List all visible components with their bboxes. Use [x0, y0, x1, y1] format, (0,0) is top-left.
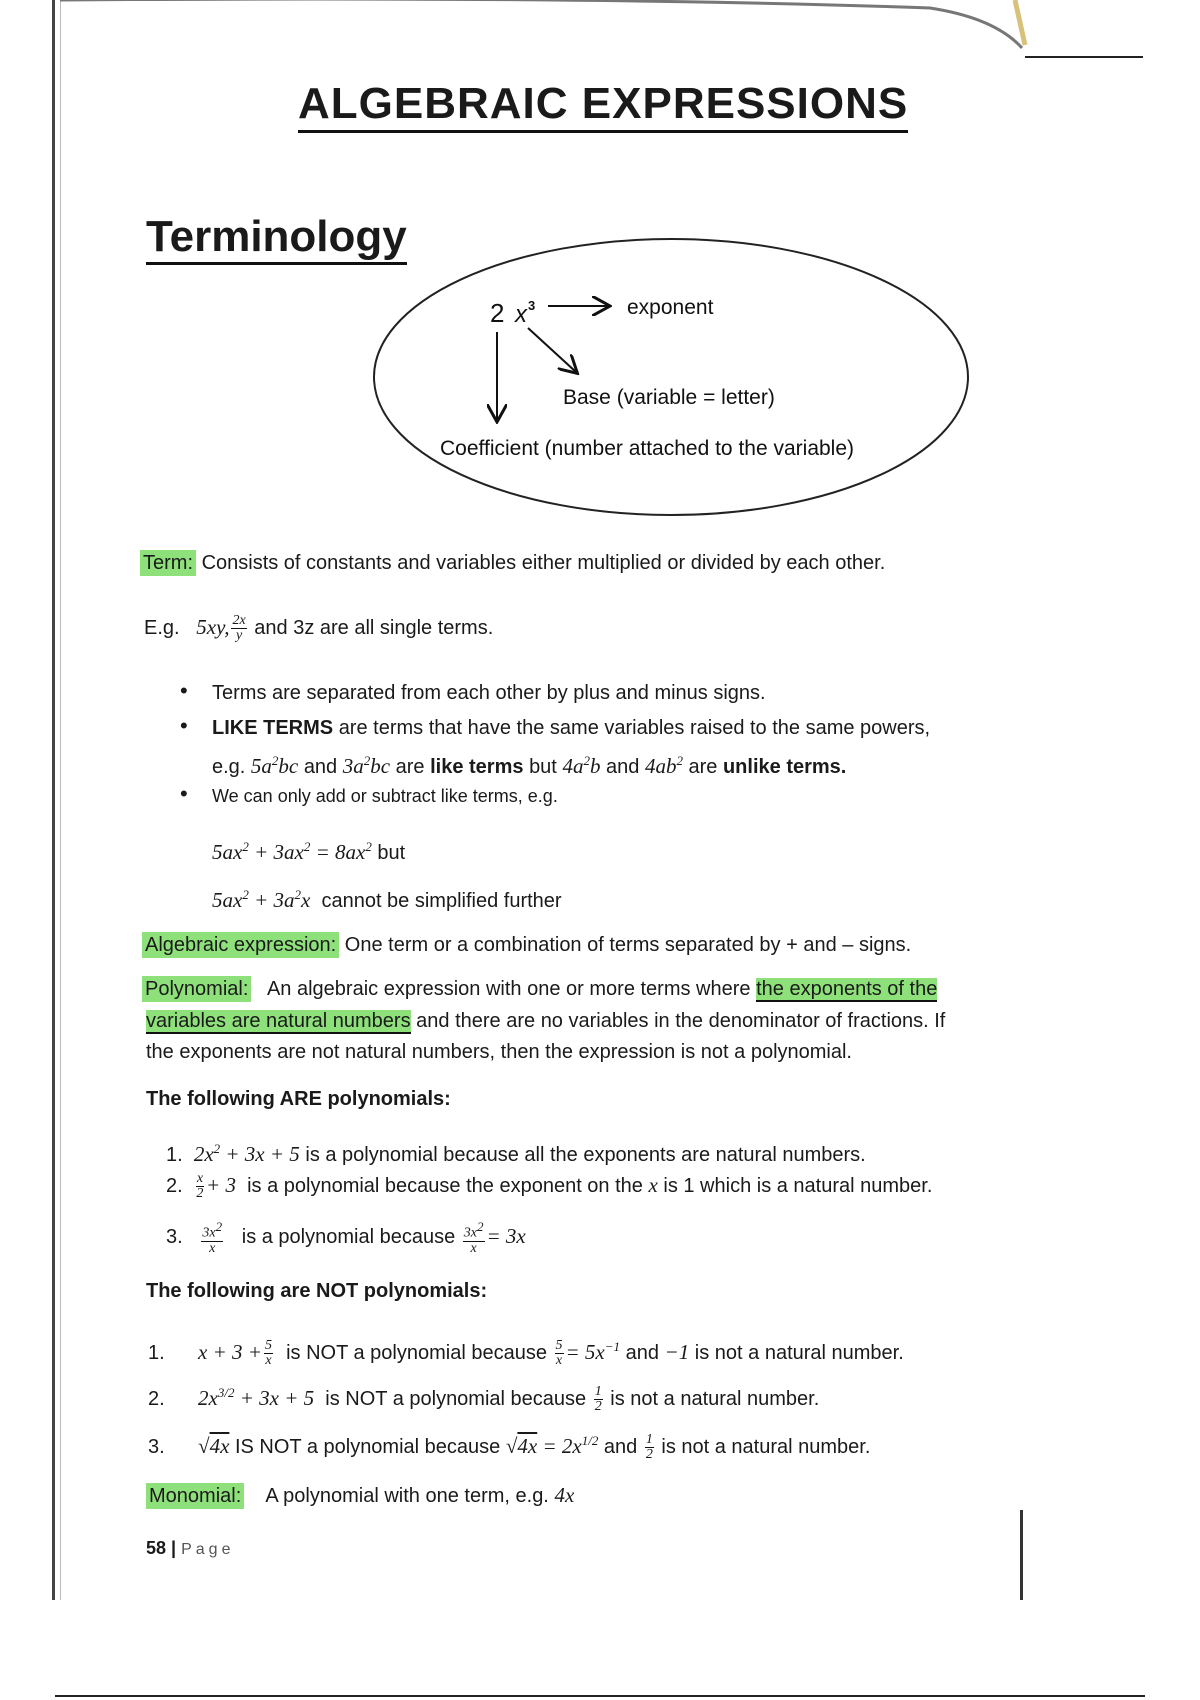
- page-edge-left: [52, 0, 55, 1600]
- bullet-2-text: are terms that have the same variables raised to the same powers,: [338, 717, 931, 739]
- item-number: 1.: [148, 1342, 165, 1364]
- diagram-ellipse: [374, 239, 968, 515]
- bullet-1: Terms are separated from each other by plus and minus signs.: [212, 682, 766, 704]
- page-title: ALGEBRAIC EXPRESSIONS: [298, 78, 908, 133]
- item-text: is a polynomial because: [241, 1226, 456, 1249]
- item-text-3: is not a natural number.: [661, 1436, 871, 1458]
- term-text: Consists of constants and variables either multiplied or divided by each other.: [201, 552, 886, 574]
- terminology-diagram: [370, 232, 980, 532]
- like-terms-strong: LIKE TERMS: [212, 717, 334, 739]
- polynomial-highlight-2: variables are natural numbers: [146, 1010, 411, 1032]
- bullet-2: [212, 715, 930, 741]
- are-polynomial-item-2: 2. $\frac{x}{2}$ + 3 is a polynomial because the exponent on the x is 1 which is a natural number.: [166, 1171, 933, 1202]
- equation-2: $5ax^2 + 3a^2x$ cannot be simplified further: [212, 887, 562, 912]
- unlike-terms-label: unlike terms.: [722, 756, 847, 778]
- term-example: E.g. 5xy, $\frac{2x}{y}$ and 3z are all single terms.: [144, 613, 494, 644]
- item-text: is NOT a polynomial because: [286, 1342, 547, 1364]
- term-definition: [140, 550, 885, 576]
- not-polynomial-item-2: 2. $2x^{3/2} + 3x + 5$ is NOT a polynomial because $\frac{1}{2}$ is not a natural number.: [148, 1384, 820, 1415]
- monomial-text: A polynomial with one term, e.g.: [265, 1485, 549, 1507]
- algebraic-expression-label: Algebraic expression:: [142, 932, 339, 958]
- exponent-label: exponent: [627, 296, 714, 319]
- monomial-definition: Monomial: A polynomial with one term, e.g. 4x: [146, 1482, 574, 1509]
- polynomial-line-1: [142, 976, 937, 1002]
- are-polynomial-item-3: 3. $\frac{3x^2}{x}$ is a polynomial because $\frac{3x^2}{x}$ = 3x: [166, 1219, 526, 1256]
- polynomial-def-start: An algebraic expression with one or more terms where: [266, 978, 751, 1000]
- algebraic-expression-text: One term or a combination of terms separated by + and – signs.: [344, 934, 912, 956]
- and-word: and: [303, 756, 338, 778]
- footer-page-word: Page: [181, 1541, 235, 1558]
- item-text-2: is 1 which is a natural number.: [663, 1175, 933, 1197]
- bullet-2-line-2: e.g. $5a^2bc$ and $3a^2bc$ are like terms but $4a^2b$ and $4ab^2$ are unlike terms.: [212, 753, 847, 778]
- item-text-2: and: [603, 1436, 638, 1458]
- page-footer: [146, 1538, 234, 1559]
- bullet-dot: •: [180, 678, 188, 703]
- diagram-exponent: 3: [528, 298, 536, 313]
- bullet-3: We can only add or subtract like terms, e.g.: [212, 786, 558, 806]
- eg-prefix: E.g.: [144, 617, 180, 639]
- item-text-2: and: [625, 1342, 659, 1364]
- are-polynomials-heading: The following ARE polynomials:: [146, 1088, 451, 1110]
- page-curl: [0, 0, 1200, 60]
- diagram-coefficient: 2: [490, 298, 505, 328]
- footer-separator: |: [171, 1538, 177, 1558]
- item-text: is a polynomial because all the exponents are natural numbers.: [305, 1144, 866, 1166]
- algebraic-expression-definition: [142, 932, 911, 958]
- like-terms-label: like terms: [430, 756, 524, 778]
- item-text: is NOT a polynomial because: [325, 1388, 587, 1410]
- page-edge-right: [1020, 1510, 1023, 1600]
- equation-1-suffix: but: [377, 842, 406, 864]
- equation-1: $5ax^2 + 3ax^2 = 8ax^2$ but: [212, 839, 406, 864]
- polynomial-highlight-1: the exponents of the: [756, 978, 938, 1000]
- polynomial-label: Polynomial:: [142, 976, 251, 1002]
- bullet-dot: •: [180, 713, 188, 738]
- item-number: 1.: [166, 1144, 183, 1166]
- item-text: is a polynomial because the exponent on the: [247, 1175, 643, 1197]
- item-number: 3.: [166, 1226, 183, 1249]
- not-polynomial-item-3: 3. √4x IS NOT a polynomial because $√4x = 2x^{1/2}$ and $\frac{1}{2}$ is not a natural number.: [148, 1432, 871, 1463]
- are-word: are: [395, 756, 425, 778]
- eg-text: and 3z are all single terms.: [254, 617, 494, 639]
- page-edge-shadow: [60, 0, 61, 1600]
- are-word: are: [688, 756, 718, 778]
- eg-word: e.g.: [212, 756, 246, 778]
- but-word: but: [529, 756, 557, 778]
- section-heading: Terminology: [146, 212, 407, 265]
- polynomial-def-cont: and there are no variables in the denominator of fractions. If: [416, 1010, 946, 1032]
- coefficient-label: Coefficient (number attached to the variable): [440, 437, 855, 460]
- item-text-2: is not a natural number.: [610, 1388, 820, 1410]
- base-label: Base (variable = letter): [563, 386, 775, 409]
- are-polynomial-item-1: 1. $2x^2 + 3x + 5$ is a polynomial because all the exponents are natural numbers.: [166, 1141, 866, 1166]
- diagram-base: x: [515, 301, 527, 328]
- base-arrow: [528, 328, 576, 372]
- item-number: 3.: [148, 1436, 165, 1458]
- page-number: 58: [146, 1538, 167, 1558]
- bottom-rule: [55, 1695, 1145, 1697]
- monomial-label: Monomial:: [146, 1483, 244, 1509]
- polynomial-line-2: [146, 1008, 945, 1034]
- polynomial-line-3: the exponents are not natural numbers, then the expression is not a polynomial.: [146, 1041, 852, 1063]
- item-text: IS NOT a polynomial because: [234, 1436, 501, 1458]
- bullet-dot: •: [180, 781, 188, 806]
- not-polynomial-item-1: 1. x + 3 + $\frac{5}{x}$ is NOT a polynomial because $\frac{5}{x}$ = $5x^{-1}$ and −1 is not a natural number.: [148, 1338, 904, 1369]
- item-text-3: is not a natural number.: [694, 1342, 904, 1364]
- item-number: 2.: [166, 1175, 183, 1197]
- equation-2-suffix: cannot be simplified further: [321, 890, 562, 912]
- term-label: Term:: [140, 550, 196, 576]
- not-polynomials-heading: The following are NOT polynomials:: [146, 1280, 488, 1302]
- item-number: 2.: [148, 1388, 165, 1410]
- and-word: and: [606, 756, 640, 778]
